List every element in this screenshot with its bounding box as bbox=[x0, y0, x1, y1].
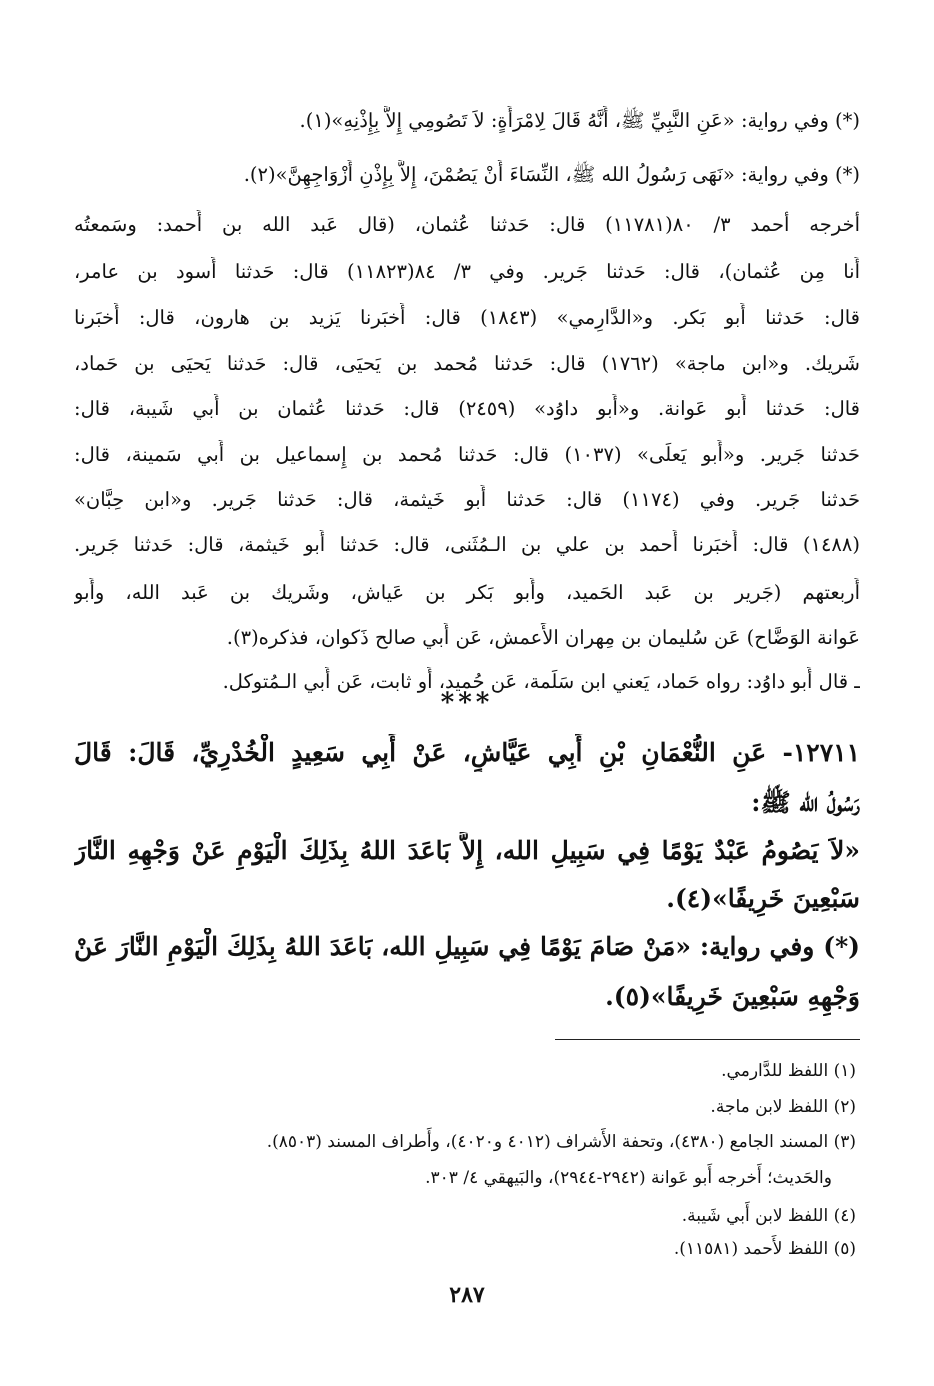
footnote: (١) اللفظ للدَّارمي. bbox=[721, 1061, 856, 1081]
hadith-header-line: ١٢٧١١- عَنِ النُّعْمَانِ بْنِ أَبِي عَيَّاشٍ، عَنْ أَبِي سَعِيدٍ الْخُدْرِيِّ، قَالَ: قَالَ bbox=[74, 738, 860, 767]
takhrij-line: (١٤٨٨) قال: أَخبَرنا أَحمد بن علي بن الـمُثَنى، قال: حَدثنا أَبو خَيثمة، قال: حَدثنا جَرير. bbox=[74, 533, 860, 556]
takhrij-line: أَنا مِن عُثمان)، قال: حَدثنا جَرير. وفي ٣/ ٨٤(١١٨٢٣) قال: حَدثنا أَسود بن عامر، bbox=[74, 260, 860, 283]
takhrij-line: شَريك. و«ابن ماجة» (١٧٦٢) قال: حَدثنا مُحمد بن يَحيَى، قال: حَدثنا يَحيَى بن حَماد، bbox=[74, 352, 860, 375]
abu-dawud-note: ـ قال أَبو داوُد: رواه حَماد، يَعني ابن سَلَمة، عَن حُميد، أَو ثابت، عَن أَبي الـمُتوكل. bbox=[222, 670, 860, 693]
variant-narration-2: (*) وفي رواية: «نَهَى رَسُولُ الله ﷺ، النِّسَاءَ أَنْ يَصُمْنَ، إِلاَّ بِإِذْنِ أَزْوَاجِهِنَّ»(٢). bbox=[243, 163, 860, 186]
footnote: (٣) المسند الجامع (٤٣٨٠)، وتحفة الأَشراف (٤٠١٢ و٤٠٢٠)، وأَطراف المسند (٨٥٠٣). bbox=[266, 1132, 856, 1152]
takhrij-line: حَدثنا جَرير. و«أَبو يَعلَى» (١٠٣٧) قال: حَدثنا مُحمد بن إِسماعيل بن أَبي سَمينة، قال: bbox=[74, 443, 860, 466]
hadith-matn-line: «لاَ يَصُومُ عَبْدٌ يَوْمًا فِي سَبِيلِ الله، إِلاَّ بَاعَدَ اللهُ بِذَلِكَ الْيَوْمِ عَنْ وَجْهِهِ النَّارَ bbox=[74, 836, 860, 865]
footnote-separator bbox=[555, 1039, 860, 1040]
takhrij-line: حَدثنا جَرير. وفي (١١٧٤) قال: حَدثنا أَبو خَيثمة، قال: حَدثنا جَرير. و«ابن حِبَّان» bbox=[74, 488, 860, 511]
takhrij-line: قال: حَدثنا أَبو بَكر. و«الدَّارِمي» (١٨٤٣) قال: أَخبَرنا يَزيد بن هارون، قال: أَخبَرنا bbox=[74, 306, 860, 329]
footnote: (٥) اللفظ لأَحمد (١١٥٨١). bbox=[673, 1239, 856, 1259]
footnote: (٤) اللفظ لابن أَبي شَيبة. bbox=[681, 1206, 856, 1226]
section-separator: *** bbox=[440, 688, 494, 718]
hadith-header-line: رَسُولُ الله ﷺ: bbox=[751, 788, 860, 817]
hadith-variant-line: (*) وفي رواية: «مَنْ صَامَ يَوْمًا فِي سَبِيلِ الله، بَاعَدَ اللهُ بِذَلِكَ الْيَوْمِ النَّارَ عَنْ bbox=[74, 932, 860, 961]
footnote: (٢) اللفظ لابن ماجة. bbox=[710, 1097, 856, 1117]
takhrij-line: قال: حَدثنا أَبو عَوانة. و«أَبو داوُد» (٢٤٥٩) قال: حَدثنا عُثمان بن أَبي شَيبة، قال: bbox=[74, 397, 860, 420]
isnad-summary-line: عَوانة الوَضَّاح) عَن سُليمان بن مِهران الأَعمش، عَن أَبي صالح ذَكوان، فذكره(٣). bbox=[226, 626, 860, 649]
footnote-continuation: والحَديث؛ أَخرجه أَبو عَوانة (٢٩٤٢-٢٩٤٤)، والبَيهقي ٤/ ٣٠٣. bbox=[425, 1168, 832, 1188]
hadith-variant-line: وَجْهِهِ سَبْعِينَ خَرِيفًا»(٥). bbox=[605, 982, 860, 1011]
page-number: ٢٨٧ bbox=[449, 1282, 485, 1308]
takhrij-line: أخرجه أحمد ٣/ ٨٠(١١٧٨١) قال: حَدثنا عُثمان، (قال عَبد الله بن أَحمد: وسَمعتُه bbox=[74, 213, 860, 236]
variant-narration-1: (*) وفي رواية: «عَنِ النَّبِيِّ ﷺ، أَنَّهُ قَالَ لِامْرَأَةٍ: لاَ تَصُومِي إِلاَّ بِإِذْنِهِ»(١). bbox=[299, 109, 860, 132]
hadith-matn-line: سَبْعِينَ خَرِيفًا»(٤). bbox=[666, 884, 860, 913]
isnad-summary-line: أَربعتهم (جَرير بن عَبد الحَميد، وأَبو بَكر بن عَياش، وشَريك بن عَبد الله، وأَبو bbox=[74, 581, 860, 604]
